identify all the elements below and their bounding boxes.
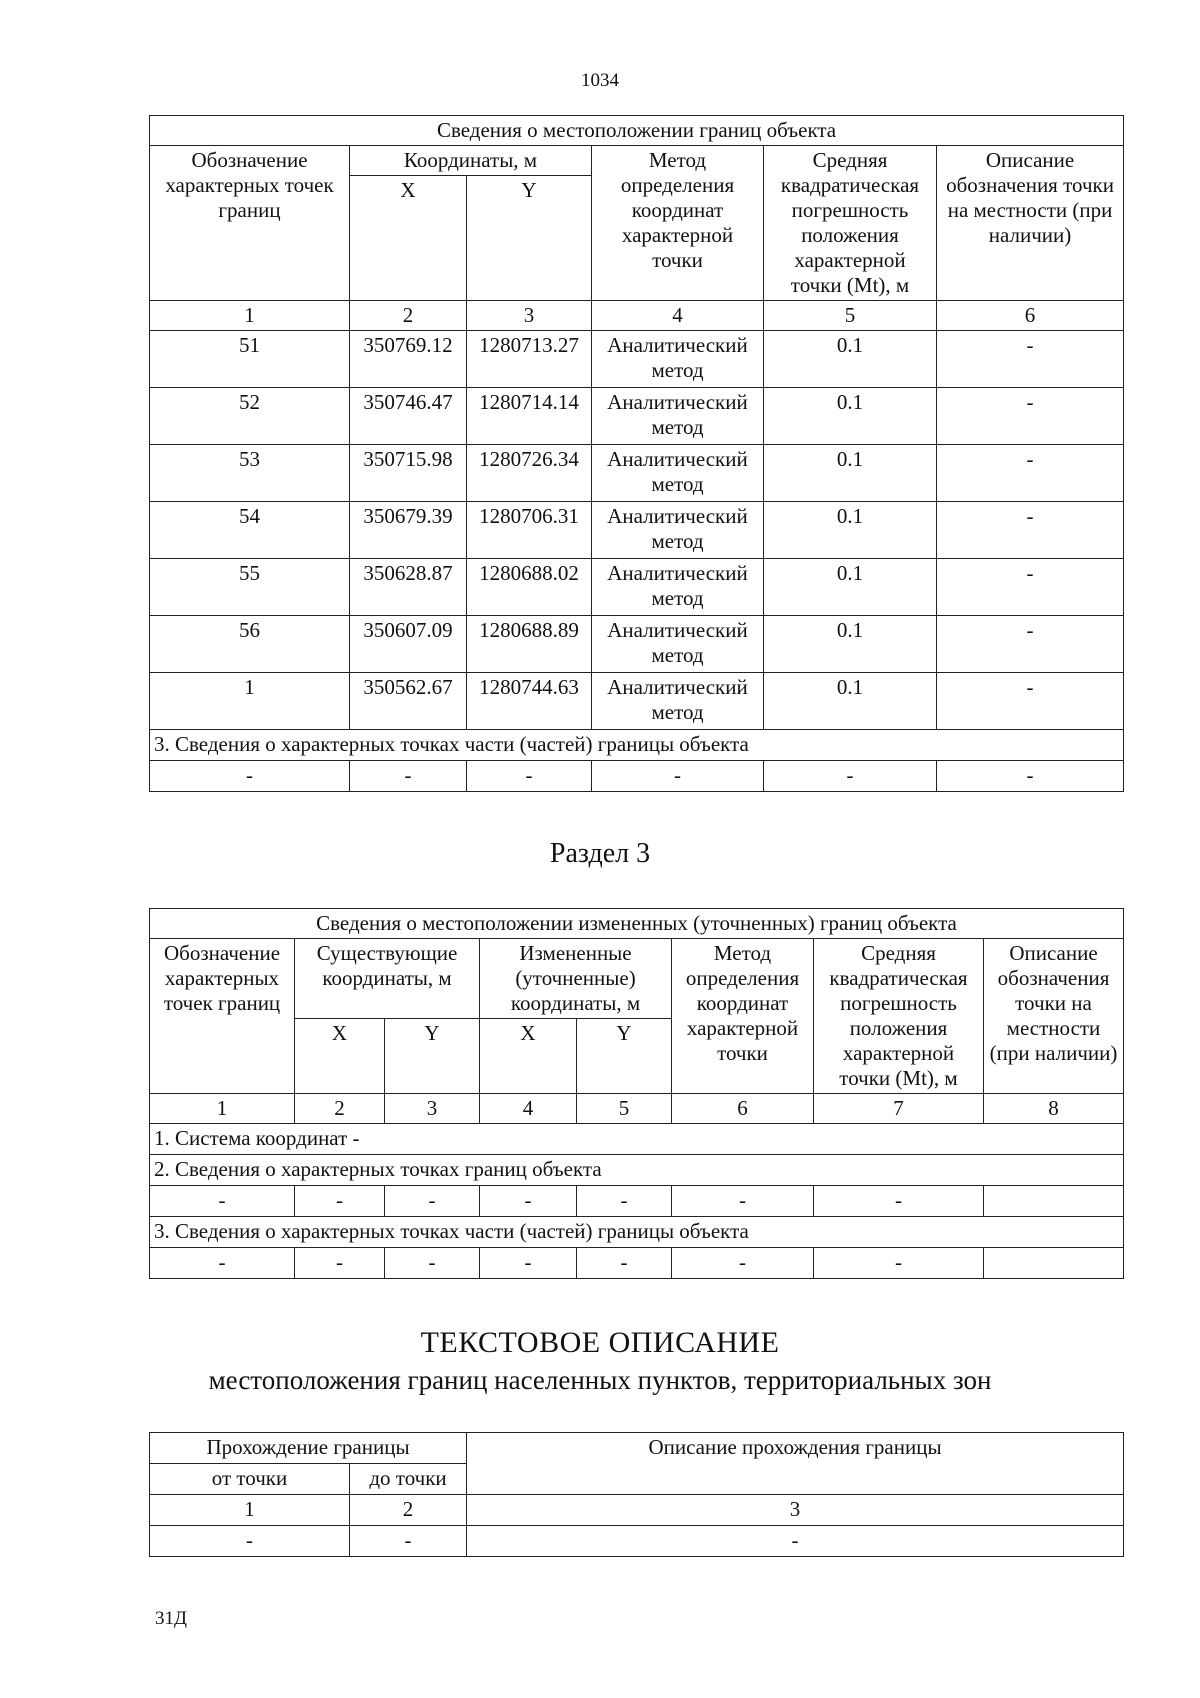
cell-error: 0.1	[764, 388, 937, 445]
cell-dash: -	[150, 1248, 295, 1279]
cell-y: 1280688.02	[467, 559, 592, 616]
cell-dash: -	[350, 1526, 467, 1557]
cell-x: 350715.98	[350, 445, 467, 502]
cell-x: 350562.67	[350, 673, 467, 730]
header-point: Обозначение характерных точек границ	[150, 939, 295, 1094]
cell-method: Аналитический метод	[592, 331, 764, 388]
cell-dash: -	[764, 761, 937, 792]
header-y: Y	[577, 1019, 672, 1094]
doc-title: ТЕКСТОВОЕ ОПИСАНИЕ	[420, 1326, 780, 1359]
cell-desc: -	[937, 331, 1124, 388]
table-row	[150, 673, 1124, 730]
cell-dash: -	[814, 1186, 984, 1217]
cell-method: Аналитический метод	[592, 445, 764, 502]
header-y: Y	[385, 1019, 480, 1094]
boundary-description-table	[149, 1432, 1124, 1557]
cell-x: 350607.09	[350, 616, 467, 673]
cell-desc: -	[937, 445, 1124, 502]
cell-error: 0.1	[764, 502, 937, 559]
cell-y: 1280706.31	[467, 502, 592, 559]
cell-error: 0.1	[764, 616, 937, 673]
cell-method: Аналитический метод	[592, 388, 764, 445]
cell-desc: -	[937, 388, 1124, 445]
header-method: Метод определения координат характерной точки	[592, 146, 764, 301]
header-changed: Измененные (уточненные) координаты, м	[480, 939, 672, 1019]
header-passage-description: Описание прохождения границы	[467, 1433, 1124, 1495]
cell-point: 53	[150, 445, 350, 502]
cell-y: 1280713.27	[467, 331, 592, 388]
header-x: X	[350, 176, 467, 301]
points-label: 2. Сведения о характерных точках границ объекта	[150, 1155, 1124, 1186]
header-error: Средняя квадратическая погрешность положения характерной точки (Mt), м	[814, 939, 984, 1094]
cell-dash: -	[150, 761, 350, 792]
table1-title: Сведения о местоположении границ объекта	[150, 116, 1124, 146]
cell-dash: -	[577, 1186, 672, 1217]
cell-dash: -	[592, 761, 764, 792]
cell-dash: -	[467, 1526, 1124, 1557]
cell-x: 350679.39	[350, 502, 467, 559]
cell-dash: -	[480, 1248, 577, 1279]
cell-dash: -	[577, 1248, 672, 1279]
cell-dash: -	[150, 1186, 295, 1217]
cell-point: 52	[150, 388, 350, 445]
cell-error: 0.1	[764, 331, 937, 388]
cell-x: 350769.12	[350, 331, 467, 388]
header-x: X	[480, 1019, 577, 1094]
col-number: 2	[350, 1495, 467, 1526]
header-from-point: от точки	[150, 1464, 350, 1495]
cell-dash: -	[385, 1248, 480, 1279]
cell-x: 350746.47	[350, 388, 467, 445]
section3-label: 3. Сведения о характерных точках части (частей) границы объекта	[150, 730, 1124, 761]
section-title: Раздел 3	[549, 838, 651, 869]
cell-dash: -	[295, 1248, 385, 1279]
cell-desc: -	[937, 559, 1124, 616]
col-number: 8	[984, 1094, 1124, 1124]
changed-boundary-table	[149, 908, 1124, 1279]
cell-point: 54	[150, 502, 350, 559]
cell-error: 0.1	[764, 445, 937, 502]
col-number: 1	[150, 1495, 350, 1526]
cell-y: 1280726.34	[467, 445, 592, 502]
table-row	[150, 445, 1124, 502]
col-number: 3	[385, 1094, 480, 1124]
col-number: 3	[467, 301, 592, 331]
header-point: Обозначение характерных точек границ	[150, 146, 350, 301]
boundary-coordinates-table	[149, 115, 1124, 792]
cell-method: Аналитический метод	[592, 616, 764, 673]
cell-y: 1280714.14	[467, 388, 592, 445]
col-number: 3	[467, 1495, 1124, 1526]
cell-method: Аналитический метод	[592, 502, 764, 559]
cell-desc: -	[937, 616, 1124, 673]
cell-dash: -	[672, 1248, 814, 1279]
cell-dash: -	[937, 761, 1124, 792]
header-description: Описание обозначения точки на местности (при наличии)	[937, 146, 1124, 301]
parts-label: 3. Сведения о характерных точках части (частей) границы объекта	[150, 1217, 1124, 1248]
cell-dash: -	[467, 761, 592, 792]
col-number: 6	[937, 301, 1124, 331]
table-row	[150, 761, 1124, 792]
footer-mark: 31Д	[155, 1608, 187, 1629]
table2-title: Сведения о местоположении измененных (уточненных) границ объекта	[150, 909, 1124, 939]
col-number: 5	[764, 301, 937, 331]
header-x: X	[295, 1019, 385, 1094]
col-number: 1	[150, 1094, 295, 1124]
cell-dash: -	[150, 1526, 350, 1557]
system-label: 1. Система координат -	[150, 1124, 1124, 1155]
header-y: Y	[467, 176, 592, 301]
cell-point: 51	[150, 331, 350, 388]
col-number: 1	[150, 301, 350, 331]
table-row	[150, 559, 1124, 616]
table-row	[150, 1186, 1124, 1217]
cell-method: Аналитический метод	[592, 559, 764, 616]
header-method: Метод определения координат характерной точки	[672, 939, 814, 1094]
col-number: 2	[350, 301, 467, 331]
col-number: 5	[577, 1094, 672, 1124]
col-number: 4	[480, 1094, 577, 1124]
cell-y: 1280688.89	[467, 616, 592, 673]
cell-desc: -	[937, 673, 1124, 730]
cell-error: 0.1	[764, 559, 937, 616]
cell-dash: -	[672, 1186, 814, 1217]
header-coords: Координаты, м	[350, 146, 592, 176]
table-row	[150, 1526, 1124, 1557]
header-description: Описание обозначения точки на местности (при наличии)	[984, 939, 1124, 1094]
cell-dash: -	[385, 1186, 480, 1217]
table-row	[150, 1248, 1124, 1279]
cell-dash: -	[295, 1186, 385, 1217]
cell-point: 56	[150, 616, 350, 673]
table-row	[150, 616, 1124, 673]
cell-dash: -	[480, 1186, 577, 1217]
header-existing: Существующие координаты, м	[295, 939, 480, 1019]
cell-x: 350628.87	[350, 559, 467, 616]
cell-desc: -	[937, 502, 1124, 559]
page-number: 1034	[581, 70, 619, 91]
col-number: 7	[814, 1094, 984, 1124]
header-passage: Прохождение границы	[150, 1433, 467, 1464]
doc-subtitle: местоположения границ населенных пунктов, территориальных зон	[208, 1365, 992, 1395]
header-error: Средняя квадратическая погрешность положения характерной точки (Mt), м	[764, 146, 937, 301]
cell-point: 55	[150, 559, 350, 616]
cell-point: 1	[150, 673, 350, 730]
cell-error: 0.1	[764, 673, 937, 730]
table-row	[150, 388, 1124, 445]
table-row	[150, 502, 1124, 559]
cell-dash: -	[350, 761, 467, 792]
cell-y: 1280744.63	[467, 673, 592, 730]
cell-empty	[984, 1248, 1124, 1279]
table-row	[150, 331, 1124, 388]
cell-empty	[984, 1186, 1124, 1217]
header-to-point: до точки	[350, 1464, 467, 1495]
cell-method: Аналитический метод	[592, 673, 764, 730]
col-number: 6	[672, 1094, 814, 1124]
cell-dash: -	[814, 1248, 984, 1279]
col-number: 4	[592, 301, 764, 331]
col-number: 2	[295, 1094, 385, 1124]
